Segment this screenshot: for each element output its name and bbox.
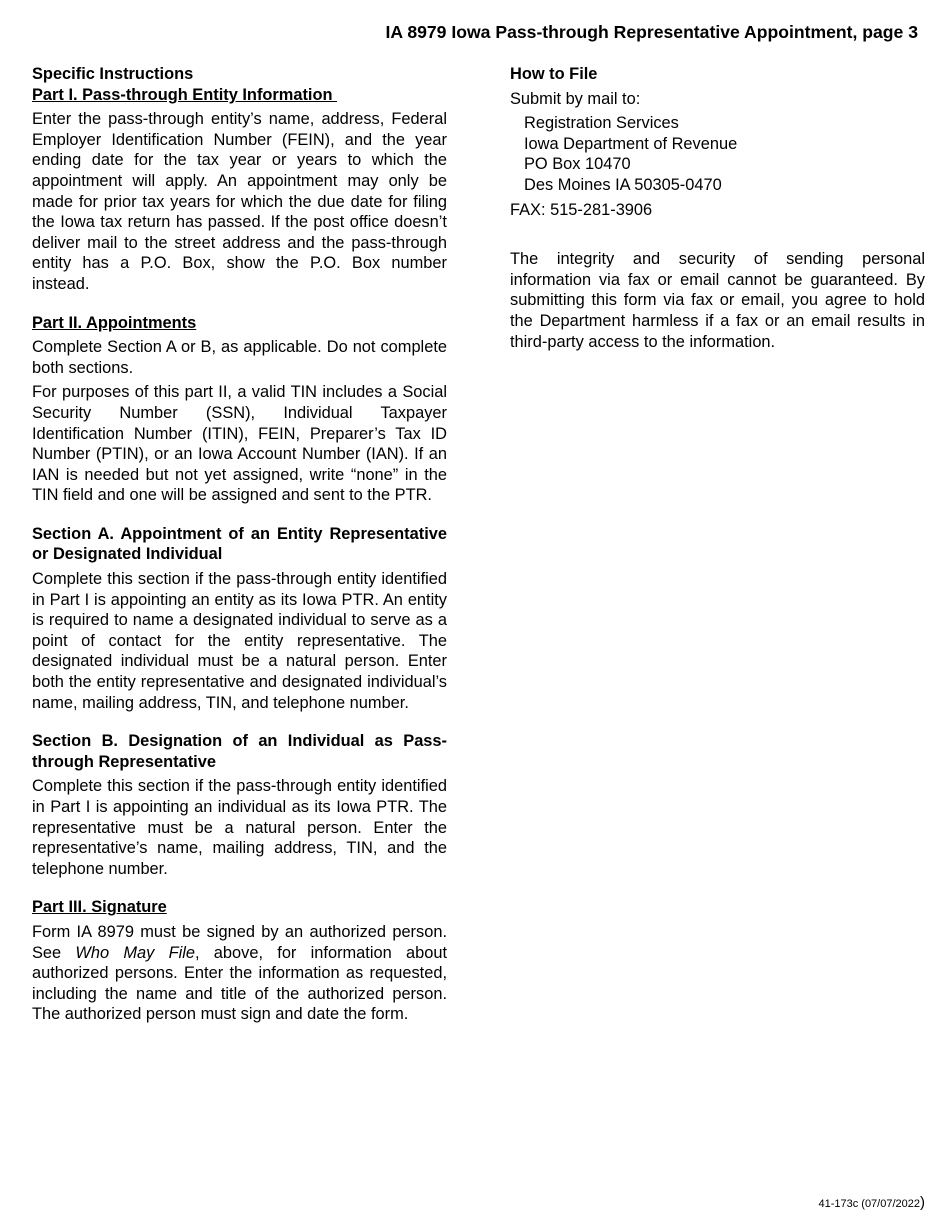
part3-heading: Part III. Signature — [32, 898, 167, 917]
who-may-file-reference: Who May File — [75, 943, 195, 962]
part2-heading: Part II. Appointments — [32, 313, 197, 332]
form-code-paren: ) — [920, 1194, 925, 1211]
specific-instructions-heading: Specific Instructions — [32, 65, 194, 83]
page-title: IA 8979 Iowa Pass-through Representative Appointment, page 3 — [385, 22, 918, 42]
submit-by-mail-text: Submit by mail to: — [510, 89, 641, 108]
part3-body-start: Form IA 8979 must be signed by an authorized person. See — [32, 922, 447, 962]
section-a-body: Complete this section if the pass-through entity identified in Part I is appointing an entity as its Iowa PTR. An entity is required to name a designated individual to serve as a point of contact for the entity representative. The designated individual must be a natural person. Enter both the entity representative and designated individual’s name, mailing address, TIN, and telephone number. — [32, 570, 447, 712]
form-code-text: 41-173c (07/07/2022 — [818, 1198, 920, 1210]
section-a-heading: Section A. Appointment of an Entity Representative or Designated Individual — [32, 524, 447, 564]
address-line-1: Registration Services — [524, 114, 679, 133]
fax-number: FAX: 515-281-3906 — [510, 200, 653, 219]
part1-body: Enter the pass-through entity’s name, address, Federal Employer Identification Number (FEIN), and the year ending date for the tax year or years to which the appointment will apply. An appointment may only be made for prior tax years for which the due date for filing the Iowa tax return has passed. If the post office doesn’t deliver mail to the street address and the pass-through entity has a P.O. Box, show the P.O. Box number instead. — [32, 110, 447, 293]
right-column — [510, 64, 925, 352]
left-column — [32, 64, 447, 1025]
mailing-address — [510, 113, 925, 195]
address-line-2: Iowa Department of Revenue — [524, 134, 738, 153]
section-b-heading: Section B. Designation of an Individual as Pass-through Representative — [32, 732, 447, 771]
how-to-file-heading: How to File — [510, 65, 598, 83]
part3-body-end: , above, for information about authorized persons. Enter the information as requested, including the name and title of the authorized person. The authorized person must sign and date the form. — [32, 943, 447, 1024]
address-line-4: Des Moines IA 50305-0470 — [524, 175, 722, 194]
address-line-3: PO Box 10470 — [524, 155, 631, 174]
part1-heading: Part I. Pass-through Entity Information — [32, 85, 338, 104]
part2-body-2: For purposes of this part II, a valid TIN includes a Social Security Number (SSN), Individual Taxpayer Identification Number (ITIN), FEIN, Preparer’s Tax ID Number (PTIN), or an Iowa Account Number (IAN). If an IAN is needed but not yet assigned, write “none” in the TIN field and one will be assigned and sent to the PTR. — [32, 383, 447, 505]
section-b-body: Complete this section if the pass-through entity identified in Part I is appointing an individual as its Iowa PTR. The representative must be a natural person. Enter the representative’s name, mailing address, TIN, and the telephone number. — [32, 777, 447, 878]
security-disclaimer: The integrity and security of sending personal information via fax or email cannot be guaranteed. By submitting this form via fax or email, you agree to hold the Department harmless if a fax or an email results in third-party access to the information. — [510, 250, 925, 351]
part2-body-1: Complete Section A or B, as applicable. Do not complete both sections. — [32, 338, 447, 377]
form-code — [818, 1196, 925, 1211]
part3-body — [32, 922, 447, 1025]
